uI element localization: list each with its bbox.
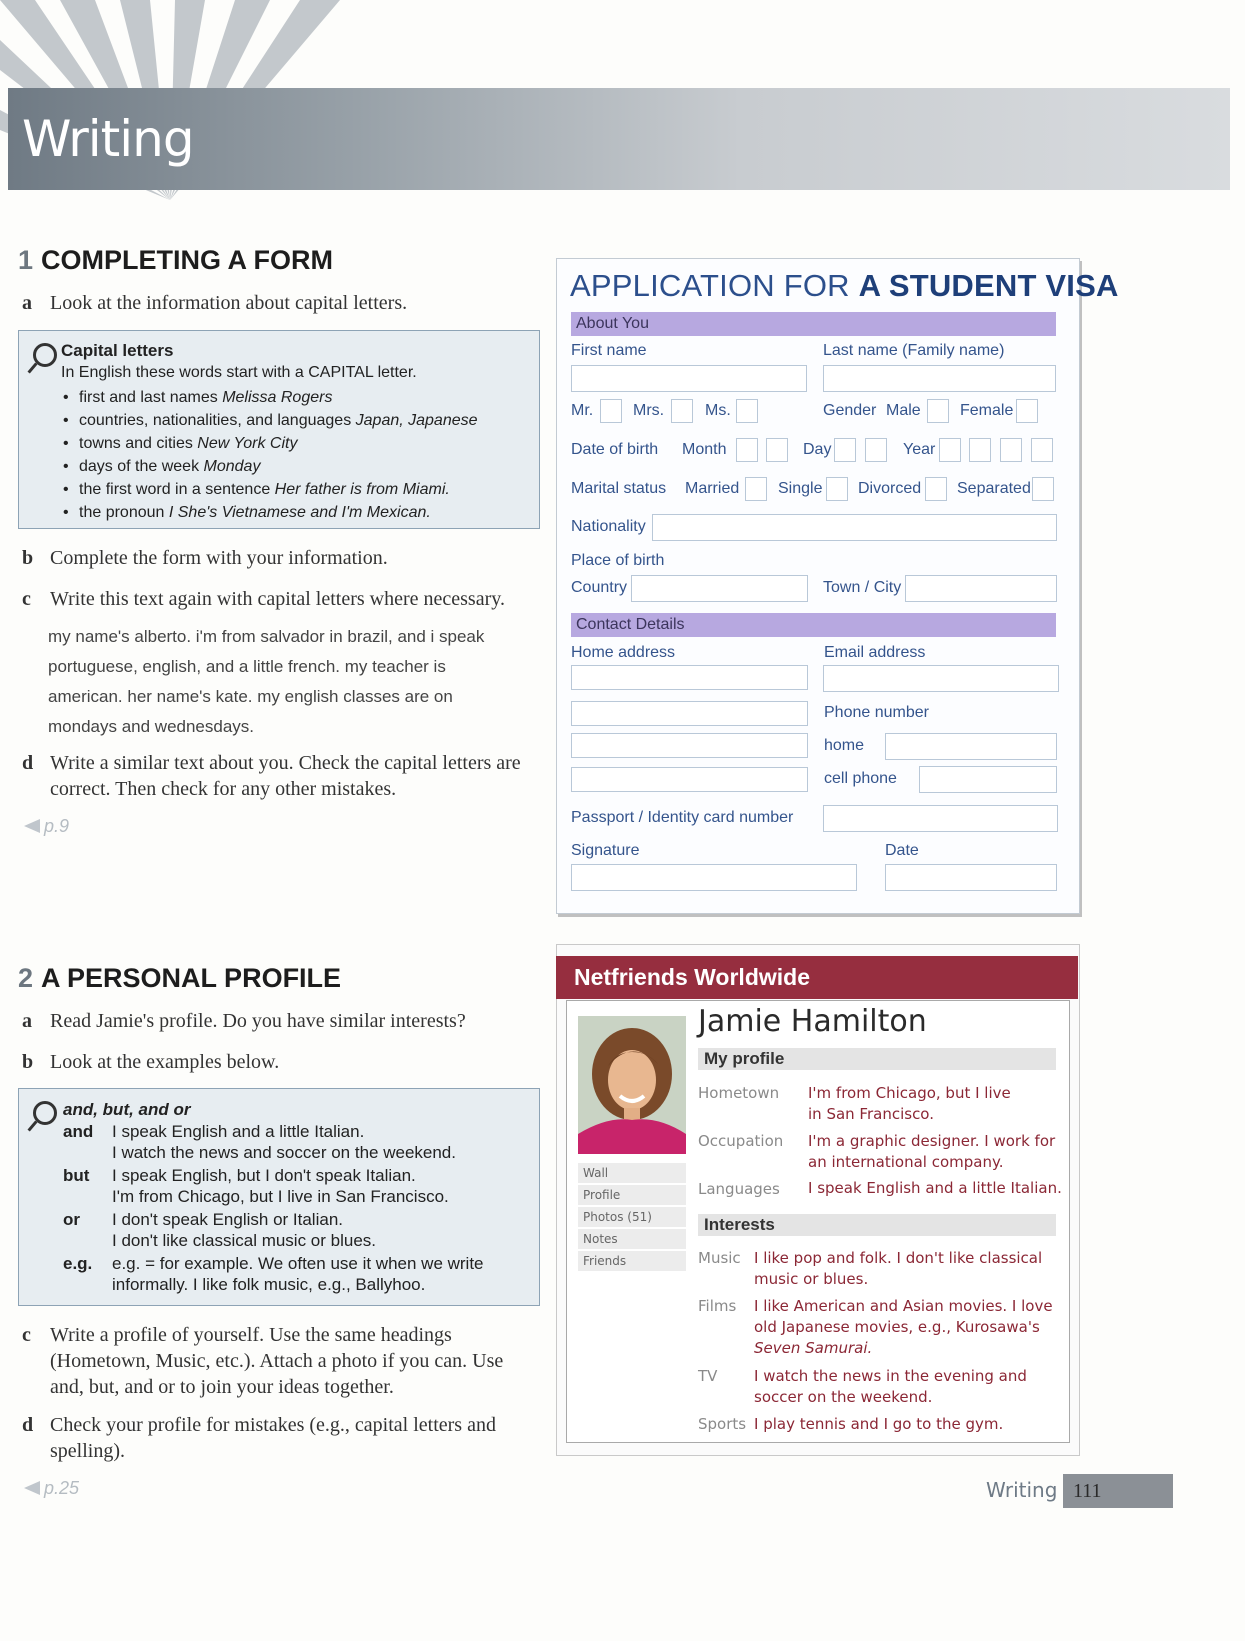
male-label: Male (886, 402, 921, 419)
footer-label: Writing (986, 1478, 1058, 1502)
year-box-1[interactable] (939, 438, 961, 462)
occupation-line-2: an international company. (808, 1153, 1004, 1171)
lowercase-text (48, 622, 528, 742)
conjunctions-box (18, 1088, 540, 1306)
address-line-2[interactable] (571, 701, 808, 726)
rule-example: Her father is from Miami. (274, 481, 450, 498)
page-reference-text: p.9 (44, 816, 70, 836)
task-1a (22, 290, 542, 316)
page-reference-2[interactable] (24, 1478, 79, 1499)
films-line-3: Seven Samurai. (754, 1339, 873, 1357)
rule-text: days of the week (79, 458, 200, 475)
task-text: Write a similar text about you. Check the capital letters are correct. Then check for any other mistakes. (50, 752, 521, 800)
task-text: Look at the information about capital letters. (50, 292, 408, 314)
single-checkbox[interactable] (826, 477, 848, 501)
task-text: Check your profile for mistakes (e.g., capital letters and spelling). (50, 1414, 496, 1462)
conj-example-line: informally. I like folk music, e.g., Ballyhoo. (112, 1275, 426, 1294)
married-checkbox[interactable] (745, 477, 767, 501)
languages-value: I speak English and a little Italian. (808, 1179, 1062, 1197)
films-line-1: I like American and Asian movies. I love (754, 1297, 1053, 1315)
back-arrow-icon (24, 1481, 40, 1495)
rule-example: Melissa Rogers (222, 389, 333, 406)
first-name-field[interactable] (571, 365, 807, 392)
task-text: Write this text again with capital letters where necessary. (50, 588, 505, 610)
form-title-bold: A STUDENT VISA (858, 268, 1119, 303)
form-title (570, 268, 1119, 304)
year-box-3[interactable] (1000, 438, 1022, 462)
dob-label: Date of birth (571, 441, 659, 458)
lowercase-line: my name's alberto. i'm from salvador in brazil, and i speak (48, 627, 485, 646)
conj-word: or (63, 1210, 80, 1229)
signature-label: Signature (571, 842, 640, 859)
capital-rule-item (61, 386, 531, 409)
section-2-number: 2 (18, 963, 34, 993)
email-field[interactable] (823, 665, 1059, 692)
nationality-label: Nationality (571, 518, 646, 535)
rule-example: Japan, Japanese (355, 412, 478, 429)
signature-field[interactable] (571, 864, 857, 891)
passport-label: Passport / Identity card number (571, 809, 794, 826)
rule-text: the first word in a sentence (79, 481, 271, 498)
hometown-value (808, 1083, 1011, 1125)
page-reference-text: p.25 (44, 1478, 80, 1498)
conj-word: and (63, 1122, 94, 1141)
mrs-label: Mrs. (633, 402, 665, 419)
rule-text: the pronoun (79, 504, 165, 521)
task-2d (22, 1412, 542, 1464)
conj-example-line: I speak English and a little Italian. (112, 1122, 365, 1141)
films-line-2: old Japanese movies, e.g., Kurosawa's (754, 1318, 1040, 1336)
rule-example: Monday (203, 458, 261, 475)
town-label: Town / City (823, 579, 902, 596)
task-letter: c (22, 588, 31, 610)
rule-text: first and last names (79, 389, 218, 406)
passport-field[interactable] (823, 805, 1058, 832)
hometown-line-1: I'm from Chicago, but I live (808, 1084, 1011, 1102)
address-line-4[interactable] (571, 767, 808, 792)
married-label: Married (685, 480, 740, 497)
month-box-2[interactable] (766, 438, 788, 462)
conj-word: but (63, 1166, 90, 1185)
rule-text: countries, nationalities, and languages (79, 412, 352, 429)
marital-label: Marital status (571, 480, 667, 497)
films-key: Films (698, 1297, 737, 1315)
month-label: Month (682, 441, 727, 458)
conj-example-line: e.g. = for example. We often use it when we write (112, 1254, 484, 1273)
conj-example-line: I don't speak English or Italian. (112, 1210, 343, 1229)
task-letter: d (22, 752, 34, 774)
capital-rule-item (61, 478, 531, 501)
page-number: 111 (1063, 1474, 1173, 1508)
magnifier-icon (33, 343, 57, 367)
task-letter: c (22, 1324, 31, 1346)
page-title: Writing (22, 110, 194, 168)
country-field[interactable] (631, 575, 808, 602)
capital-rule-item (61, 455, 531, 478)
task-1b (22, 545, 542, 571)
page-reference-1[interactable] (24, 816, 69, 837)
hometown-key: Hometown (698, 1084, 780, 1102)
capital-box-intro: In English these words start with a CAPITAL letter. (61, 364, 417, 381)
tv-line-1: I watch the news in the evening and (754, 1367, 1027, 1385)
interests-heading: Interests (698, 1214, 1056, 1236)
divorced-label: Divorced (858, 480, 922, 497)
home-phone-label: home (824, 737, 865, 754)
day-label: Day (803, 441, 832, 458)
address-line-3[interactable] (571, 733, 808, 758)
address-line-1[interactable] (571, 665, 808, 690)
conj-example-line: I speak English, but I don't speak Italian. (112, 1166, 416, 1185)
country-label: Country (571, 579, 628, 596)
profile-menu-item[interactable]: Notes (578, 1229, 686, 1249)
profile-menu-item[interactable]: Wall (578, 1163, 686, 1183)
conj-example-line: I watch the news and soccer on the weekend. (112, 1143, 456, 1162)
magnifier-icon (33, 1101, 57, 1125)
nationality-field[interactable] (652, 514, 1057, 541)
home-phone-field[interactable] (885, 733, 1057, 760)
mr-checkbox[interactable] (600, 399, 622, 423)
ms-checkbox[interactable] (736, 399, 758, 423)
music-line-1: I like pop and folk. I don't like classical (754, 1249, 1043, 1267)
lowercase-line: american. her name's kate. my english classes are on (48, 687, 453, 706)
task-1d (22, 750, 542, 802)
female-label: Female (960, 402, 1014, 419)
capital-list (61, 386, 531, 524)
section-2-title (18, 963, 341, 994)
email-label: Email address (824, 644, 926, 661)
phone-label: Phone number (824, 704, 929, 721)
section-1-title (18, 245, 333, 276)
task-2b (22, 1049, 542, 1075)
cell-phone-label: cell phone (824, 770, 897, 787)
separated-checkbox[interactable] (1032, 477, 1054, 501)
sports-value: I play tennis and I go to the gym. (754, 1415, 1004, 1433)
back-arrow-icon (24, 819, 40, 833)
rule-example: New York City (197, 435, 298, 452)
rule-text: towns and cities (79, 435, 193, 452)
single-label: Single (778, 480, 823, 497)
profile-photo (578, 1016, 686, 1154)
profile-menu-item[interactable]: Photos (51) (578, 1207, 686, 1227)
capital-box-title: Capital letters (61, 341, 174, 360)
occupation-value (808, 1131, 1055, 1173)
task-letter: b (22, 547, 34, 569)
capital-rule-item (61, 501, 531, 524)
cell-phone-field[interactable] (919, 766, 1057, 793)
year-label: Year (903, 441, 936, 458)
day-box-1[interactable] (834, 438, 856, 462)
profile-name: Jamie Hamilton (698, 1004, 927, 1039)
task-1c (22, 586, 542, 612)
task-2c (22, 1322, 542, 1400)
conj-example-line: I don't like classical music or blues. (112, 1231, 377, 1250)
task-text: Read Jamie's profile. Do you have similar interests? (50, 1010, 466, 1032)
conj-example-line: I'm from Chicago, but I live in San Francisco. (112, 1187, 449, 1206)
tv-value (754, 1366, 1027, 1408)
task-letter: d (22, 1414, 34, 1436)
hometown-line-2: in San Francisco. (808, 1105, 934, 1123)
mr-label: Mr. (571, 402, 594, 419)
task-text: Look at the examples below. (50, 1051, 280, 1073)
year-box-4[interactable] (1031, 438, 1053, 462)
tv-line-2: soccer on the weekend. (754, 1388, 933, 1406)
languages-key: Languages (698, 1180, 780, 1198)
sports-key: Sports (698, 1415, 747, 1433)
task-text: Complete the form with your information. (50, 547, 388, 569)
capital-rule-item (61, 409, 531, 432)
home-address-label: Home address (571, 644, 676, 661)
films-value (754, 1296, 1053, 1359)
female-checkbox[interactable] (1016, 399, 1038, 423)
town-field[interactable] (905, 575, 1057, 602)
capital-rule-item (61, 432, 531, 455)
place-of-birth-label: Place of birth (571, 552, 665, 569)
capital-letters-box (18, 330, 540, 529)
lowercase-line: mondays and wednesdays. (48, 717, 255, 736)
my-profile-heading: My profile (698, 1048, 1056, 1070)
profile-photo-image (578, 1016, 686, 1154)
profile-site-bar: Netfriends Worldwide (556, 956, 1078, 999)
section-2-heading: A PERSONAL PROFILE (41, 963, 342, 993)
last-name-field[interactable] (823, 365, 1056, 392)
music-value (754, 1248, 1042, 1290)
ms-label: Ms. (705, 402, 731, 419)
conj-word: e.g. (63, 1254, 93, 1273)
first-name-label: First name (571, 342, 647, 359)
section-1-number: 1 (18, 245, 34, 275)
mrs-checkbox[interactable] (671, 399, 693, 423)
separated-label: Separated (957, 480, 1031, 497)
about-you-bar: About You (571, 312, 1056, 336)
last-name-label: Last name (Family name) (823, 342, 1005, 359)
profile-menu-item[interactable]: Friends (578, 1251, 686, 1271)
task-2a (22, 1008, 542, 1034)
music-line-2: music or blues. (754, 1270, 869, 1288)
occupation-key: Occupation (698, 1132, 784, 1150)
date-field[interactable] (885, 864, 1057, 891)
music-key: Music (698, 1249, 741, 1267)
task-letter: b (22, 1051, 34, 1073)
rule-example: I She's Vietnamese and I'm Mexican. (168, 504, 431, 521)
date-label: Date (885, 842, 919, 859)
lowercase-line: portuguese, english, and a little french. my teacher is (48, 657, 446, 676)
male-checkbox[interactable] (927, 399, 949, 423)
tv-key: TV (698, 1367, 718, 1385)
task-letter: a (22, 1010, 32, 1032)
month-box-1[interactable] (736, 438, 758, 462)
conj-box-title: and, but, and or (63, 1100, 191, 1119)
contact-details-bar: Contact Details (571, 613, 1056, 637)
task-letter: a (22, 292, 32, 314)
divorced-checkbox[interactable] (925, 477, 947, 501)
occupation-line-1: I'm a graphic designer. I work for (808, 1132, 1056, 1150)
year-box-2[interactable] (969, 438, 991, 462)
profile-menu-item[interactable]: Profile (578, 1185, 686, 1205)
section-1-heading: COMPLETING A FORM (41, 245, 334, 275)
day-box-2[interactable] (865, 438, 887, 462)
task-text: Write a profile of yourself. Use the same headings (Hometown, Music, etc.). Attach a photo if you can. Use and, but, and or to join your ideas together. (50, 1324, 504, 1398)
form-title-light: APPLICATION FOR (570, 268, 850, 303)
gender-label: Gender (823, 402, 877, 419)
